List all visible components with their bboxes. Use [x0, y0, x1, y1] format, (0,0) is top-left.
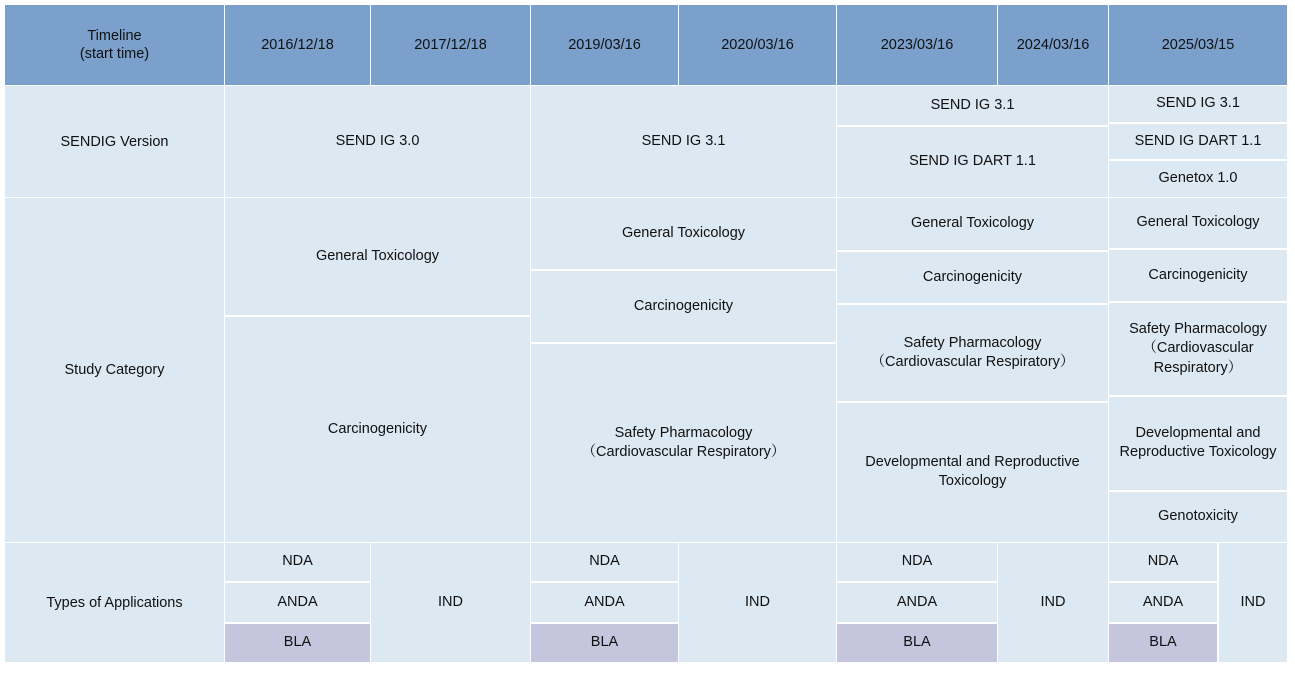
study-2023-item-2: Safety Pharmacology （Cardiovascular Respiratory） — [837, 303, 1108, 400]
study-2025-item-1: Carcinogenicity — [1109, 248, 1287, 300]
apps-2016-anda: ANDA — [225, 581, 370, 621]
apps-2017-ind: IND — [371, 543, 531, 663]
sendig-2025 — [1109, 86, 1288, 198]
apps-2019 — [531, 543, 679, 663]
apps-2020-ind: IND — [679, 543, 837, 663]
apps-2025-anda: ANDA — [1109, 581, 1217, 621]
sendig-2025-item-1: SEND IG DART 1.1 — [1109, 122, 1287, 160]
apps-2025-nda: NDA — [1109, 543, 1217, 581]
apps-2025 — [1109, 543, 1288, 663]
header-date-2023: 2023/03/16 — [837, 5, 998, 86]
study-2023-2024 — [837, 198, 1109, 543]
apps-2023-nda: NDA — [837, 543, 997, 581]
study-2019-2020 — [531, 198, 837, 543]
header-date-2024: 2024/03/16 — [998, 5, 1109, 86]
apps-2024-ind: IND — [998, 543, 1109, 663]
sendig-2023-item-0: SEND IG 3.1 — [837, 86, 1108, 125]
study-2019-item-2: Safety Pharmacology （Cardiovascular Respiratory） — [531, 342, 836, 542]
header-date-2017: 2017/12/18 — [371, 5, 531, 86]
apps-2025-ind: IND — [1217, 543, 1287, 662]
study-2025-item-2: Safety Pharmacology （Cardiovascular Respiratory） — [1109, 301, 1287, 396]
row-study-category — [5, 198, 1288, 543]
study-2016-item-0: General Toxicology — [225, 198, 530, 315]
header-date-2025: 2025/03/15 — [1109, 5, 1288, 86]
apps-2019-nda: NDA — [531, 543, 678, 581]
apps-2023-anda: ANDA — [837, 581, 997, 621]
timeline-matrix — [4, 4, 1288, 663]
sendig-2016-2017: SEND IG 3.0 — [225, 86, 531, 198]
study-2019-item-1: Carcinogenicity — [531, 269, 836, 342]
apps-2016-bla: BLA — [225, 622, 370, 662]
study-2025 — [1109, 198, 1288, 543]
apps-2023 — [837, 543, 998, 663]
study-2016-item-1: Carcinogenicity — [225, 315, 530, 542]
sendig-2019-2020: SEND IG 3.1 — [531, 86, 837, 198]
row-types-of-applications — [5, 543, 1288, 663]
apps-2016 — [225, 543, 371, 663]
sendig-2023-item-1: SEND IG DART 1.1 — [837, 125, 1108, 197]
sendig-2025-item-2: Genetox 1.0 — [1109, 159, 1287, 197]
row-label-study-category: Study Category — [5, 198, 225, 543]
apps-2016-nda: NDA — [225, 543, 370, 581]
study-2016-2017 — [225, 198, 531, 543]
header-date-2016: 2016/12/18 — [225, 5, 371, 86]
row-label-sendig-version: SENDIG Version — [5, 86, 225, 198]
header-date-2019: 2019/03/16 — [531, 5, 679, 86]
apps-2019-bla: BLA — [531, 622, 678, 662]
sendig-timeline-table — [0, 4, 1295, 681]
row-label-types-of-applications: Types of Applications — [5, 543, 225, 663]
header-date-2020: 2020/03/16 — [679, 5, 837, 86]
study-2025-item-0: General Toxicology — [1109, 198, 1287, 248]
apps-2025-bla: BLA — [1109, 622, 1217, 662]
sendig-2025-item-0: SEND IG 3.1 — [1109, 86, 1287, 122]
apps-2019-anda: ANDA — [531, 581, 678, 621]
study-2023-item-1: Carcinogenicity — [837, 250, 1108, 304]
apps-2023-bla: BLA — [837, 622, 997, 662]
study-2019-item-0: General Toxicology — [531, 198, 836, 269]
header-timeline: Timeline (start time) — [5, 5, 225, 86]
table-header-row — [5, 5, 1288, 86]
study-2023-item-3: Developmental and Reproductive Toxicology — [837, 401, 1108, 542]
study-2023-item-0: General Toxicology — [837, 198, 1108, 250]
study-2025-item-4: Genotoxicity — [1109, 490, 1287, 542]
row-sendig-version — [5, 86, 1288, 198]
sendig-2023-2024 — [837, 86, 1109, 198]
study-2025-item-3: Developmental and Reproductive Toxicology — [1109, 395, 1287, 490]
